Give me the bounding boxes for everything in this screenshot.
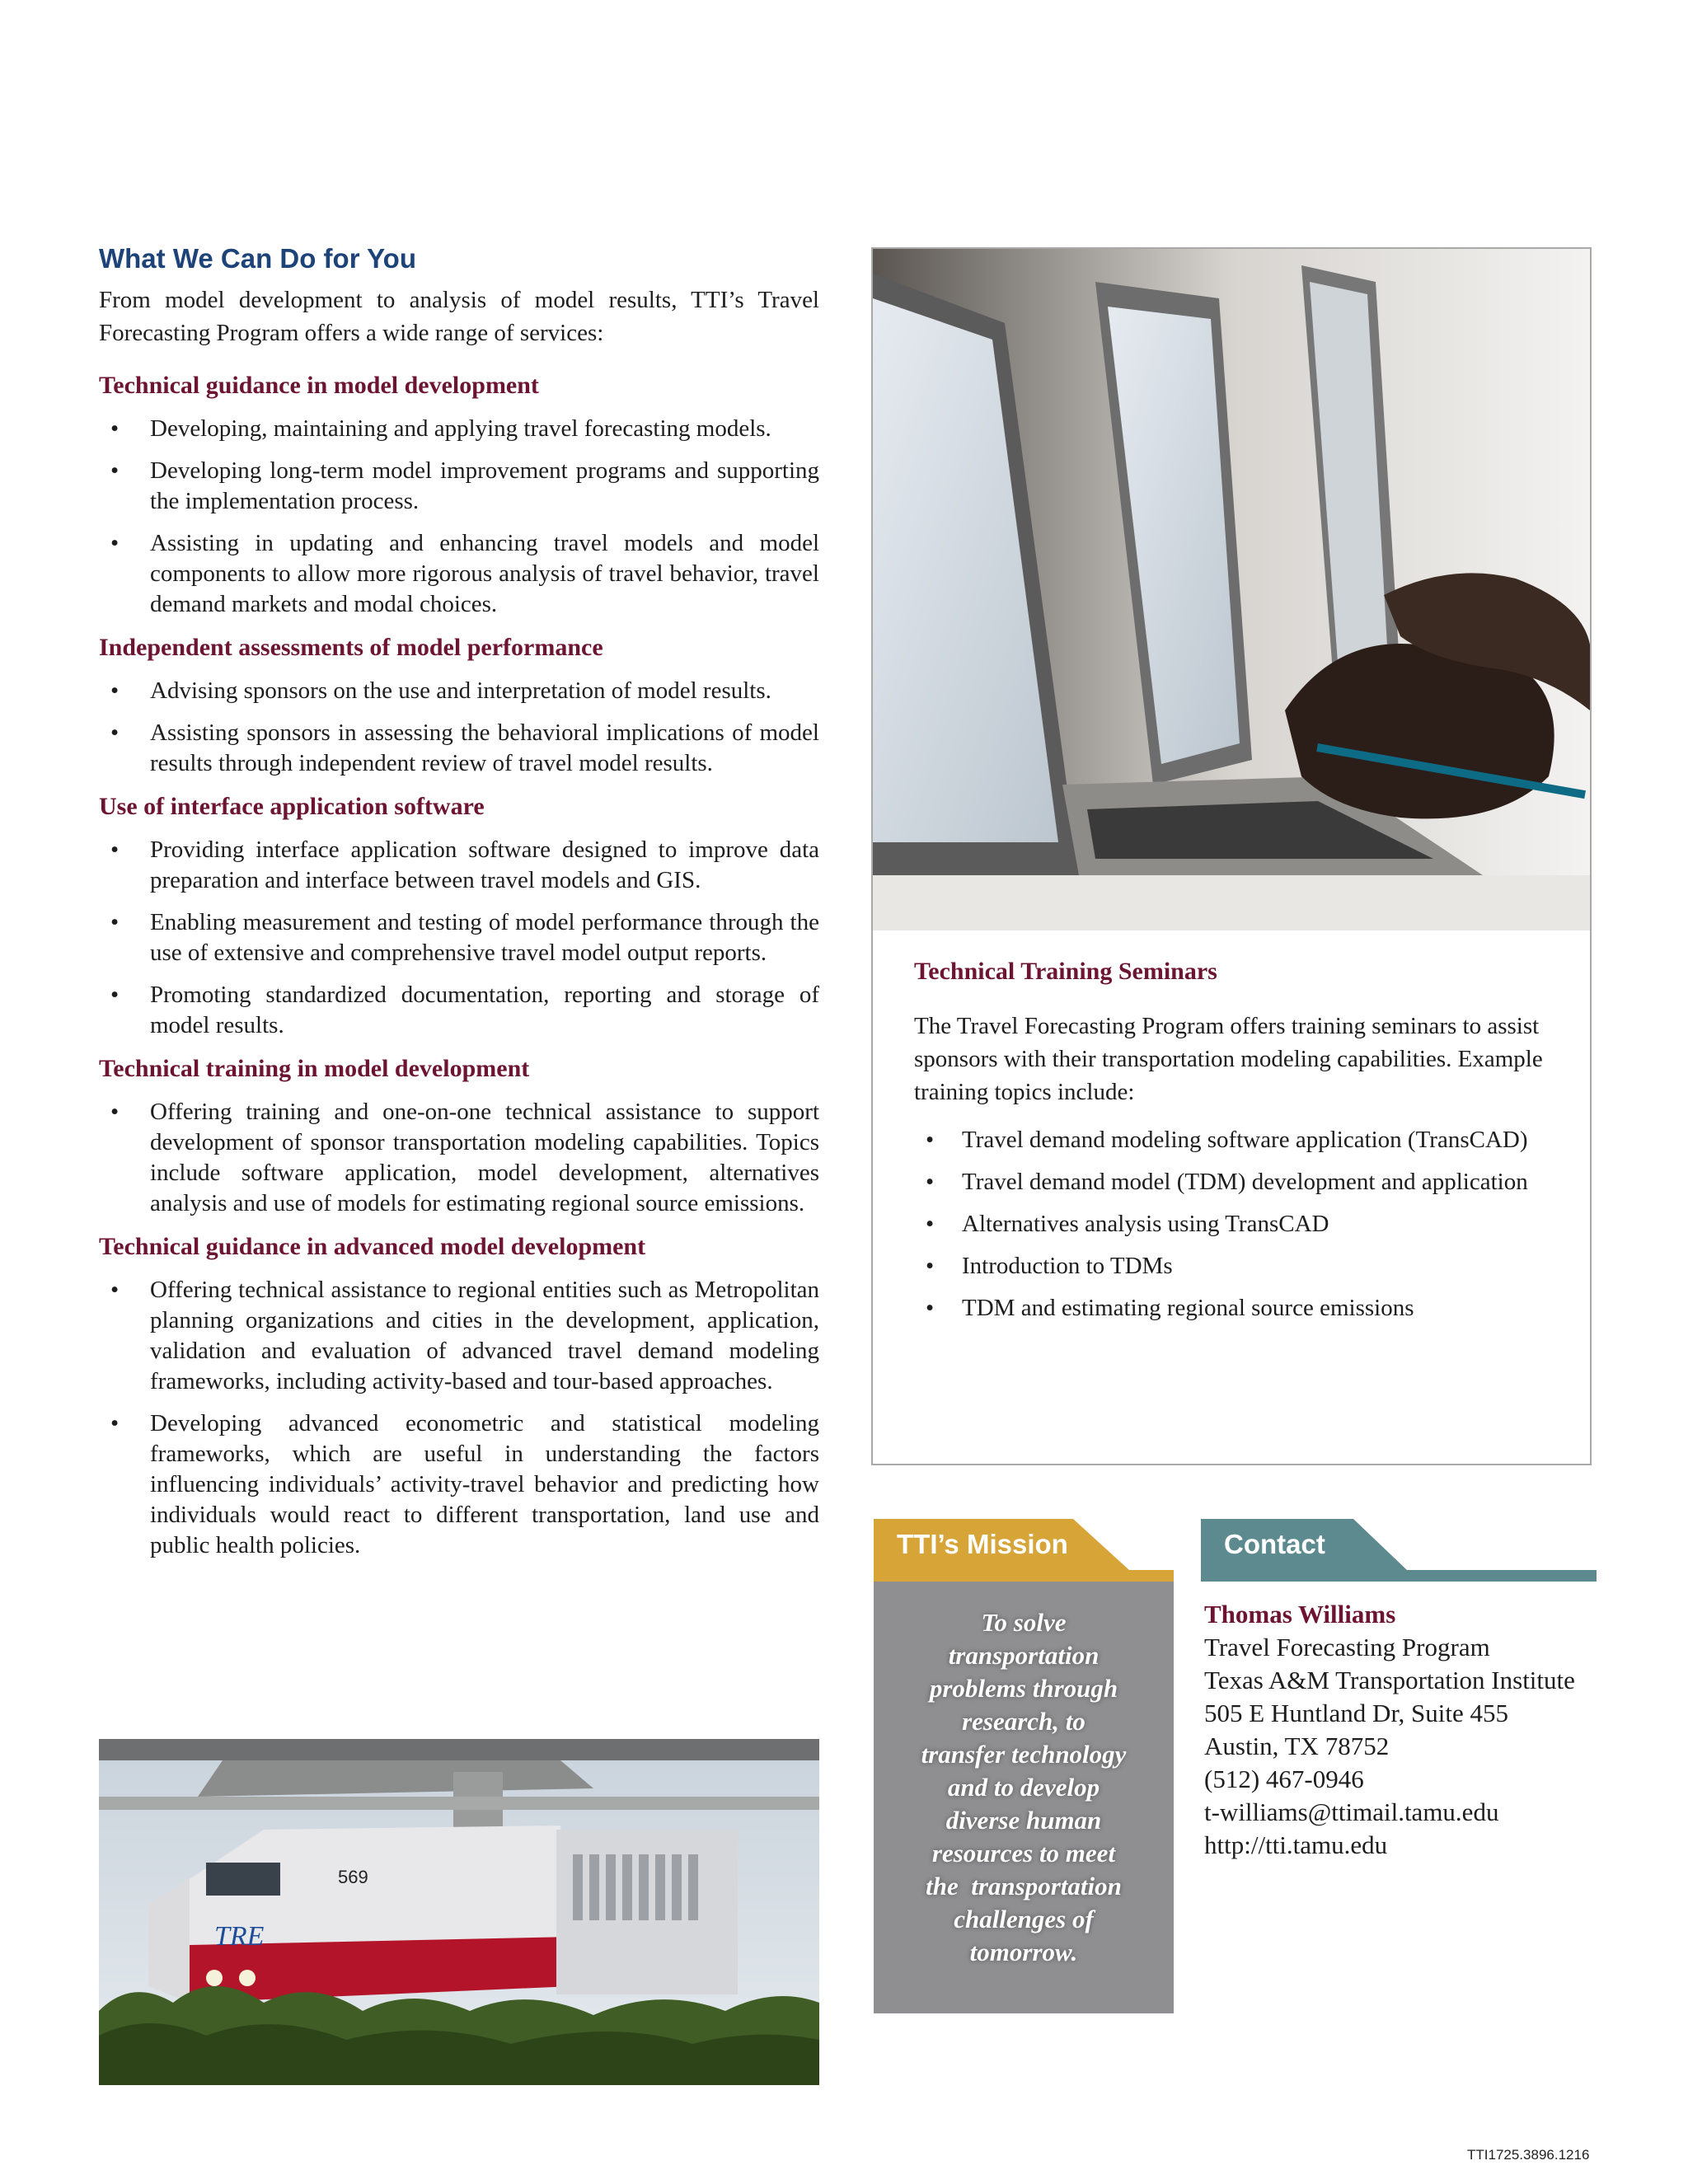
list-item: • Travel demand model (TDM) development and application (914, 1167, 1557, 1197)
section-title: Use of interface application software (99, 793, 485, 820)
bullet-list (99, 1275, 819, 1561)
list-item: • Travel demand modeling software application (TransCAD) (914, 1125, 1557, 1155)
list-item: • Enabling measurement and testing of model performance through the use of extensive and comprehensive travel model output reports. (99, 907, 819, 968)
bullet-list (99, 1097, 819, 1219)
seminar-title: Technical Training Seminars (914, 958, 1217, 985)
services-column (99, 241, 819, 1572)
mission-line: research, to (962, 1707, 1085, 1736)
contact-line: Travel Forecasting Program (1204, 1633, 1490, 1661)
mission-tab-label: TTI’s Mission (897, 1529, 1068, 1559)
list-item: • Assisting sponsors in assessing the behavioral implications of model results through independent review of travel model results. (99, 718, 819, 779)
bullet-list (99, 676, 819, 779)
mission-line: challenges of (954, 1905, 1094, 1933)
section-title: Technical guidance in advanced model development (99, 1233, 646, 1260)
laptop-photo (873, 249, 1590, 930)
section-technical-training (99, 1052, 819, 1219)
list-item: • Assisting in updating and enhancing travel models and model components to allow more rigorous analysis of travel behavior, travel demand markets and modal choices. (99, 528, 819, 620)
train-logo-text: TRE (214, 1921, 265, 1952)
mission-line: To solve (981, 1608, 1067, 1637)
contact-tab-label: Contact (1224, 1529, 1325, 1559)
train-photo (99, 1739, 819, 2085)
mission-line: tomorrow. (969, 1938, 1078, 1966)
list-item: • Providing interface application software designed to improve data preparation and interface between travel models and GIS. (99, 835, 819, 896)
train-number-text: 569 (338, 1867, 368, 1887)
bullet-list (99, 414, 819, 620)
training-seminars-panel (871, 247, 1592, 1465)
section-title: Technical guidance in model development (99, 372, 539, 399)
list-item: • TDM and estimating regional source emissions (914, 1293, 1557, 1324)
mission-panel (874, 1519, 1174, 2013)
list-item: • Developing long-term model improvement programs and supporting the implementation process. (99, 456, 819, 517)
list-item: • Developing, maintaining and applying travel forecasting models. (99, 414, 819, 444)
intro-paragraph: From model development to analysis of model results, TTI’s Travel Forecasting Program offers a wide range of services: (99, 287, 819, 346)
mission-line: resources to meet (931, 1839, 1116, 1868)
seminar-content (914, 955, 1557, 1335)
contact-line: Texas A&M Transportation Institute (1204, 1666, 1575, 1694)
contact-line: Austin, TX 78752 (1204, 1732, 1390, 1760)
list-item: • Offering technical assistance to regional entities such as Metropolitan planning organizations and cities in the development, application, validation and evaluation of advanced travel demand modeling frameworks, including activity-based and tour-based approaches. (99, 1275, 819, 1397)
section-title: Technical training in model development (99, 1055, 530, 1082)
contact-email-link[interactable]: t-williams@ttimail.tamu.edu (1204, 1797, 1499, 1826)
contact-details (1204, 1598, 1597, 1862)
list-item: • Advising sponsors on the use and interpretation of model results. (99, 676, 819, 706)
list-item: • Alternatives analysis using TransCAD (914, 1209, 1557, 1240)
list-item: • Offering training and one-on-one technical assistance to support development of sponsor transportation modeling capabilities. Topics include software application, model development, alternatives analysis and use of models for estimating regional source emissions. (99, 1097, 819, 1219)
contact-website-link[interactable]: http://tti.tamu.edu (1204, 1830, 1388, 1859)
mission-line: and to develop (947, 1773, 1100, 1802)
mission-statement (874, 1582, 1174, 2013)
mission-line: transportation (948, 1641, 1100, 1670)
mission-line: transfer technology (921, 1740, 1127, 1769)
page-heading: What We Can Do for You (99, 243, 416, 274)
mission-line: diverse human (945, 1806, 1102, 1835)
contact-phone: (512) 467-0946 (1204, 1765, 1364, 1793)
contact-name: Thomas Williams (1204, 1600, 1396, 1629)
mission-line: the transportation (926, 1872, 1122, 1900)
section-model-development (99, 369, 819, 620)
document-code: TTI1725.3896.1216 (1467, 2147, 1590, 2163)
bullet-list (99, 835, 819, 1041)
list-item: • Promoting standardized documentation, reporting and storage of model results. (99, 980, 819, 1041)
section-interface-software (99, 790, 819, 1041)
list-item: • Introduction to TDMs (914, 1251, 1557, 1282)
seminar-topic-list (914, 1125, 1557, 1324)
contact-line: 505 E Huntland Dr, Suite 455 (1204, 1699, 1509, 1727)
section-advanced-model-development (99, 1230, 819, 1561)
contact-panel (1201, 1519, 1597, 1898)
section-independent-assessments (99, 631, 819, 779)
seminar-intro: The Travel Forecasting Program offers training seminars to assist sponsors with their transportation modeling capabilities. Example training topics include: (914, 1013, 1543, 1105)
section-title: Independent assessments of model performance (99, 634, 603, 661)
mission-line: problems through (929, 1674, 1118, 1703)
list-item: • Developing advanced econometric and statistical modeling frameworks, which are useful in understanding the factors influencing individuals’ activity-travel behavior and predicting how individuals would react to different transportation, land use and public health policies. (99, 1408, 819, 1561)
